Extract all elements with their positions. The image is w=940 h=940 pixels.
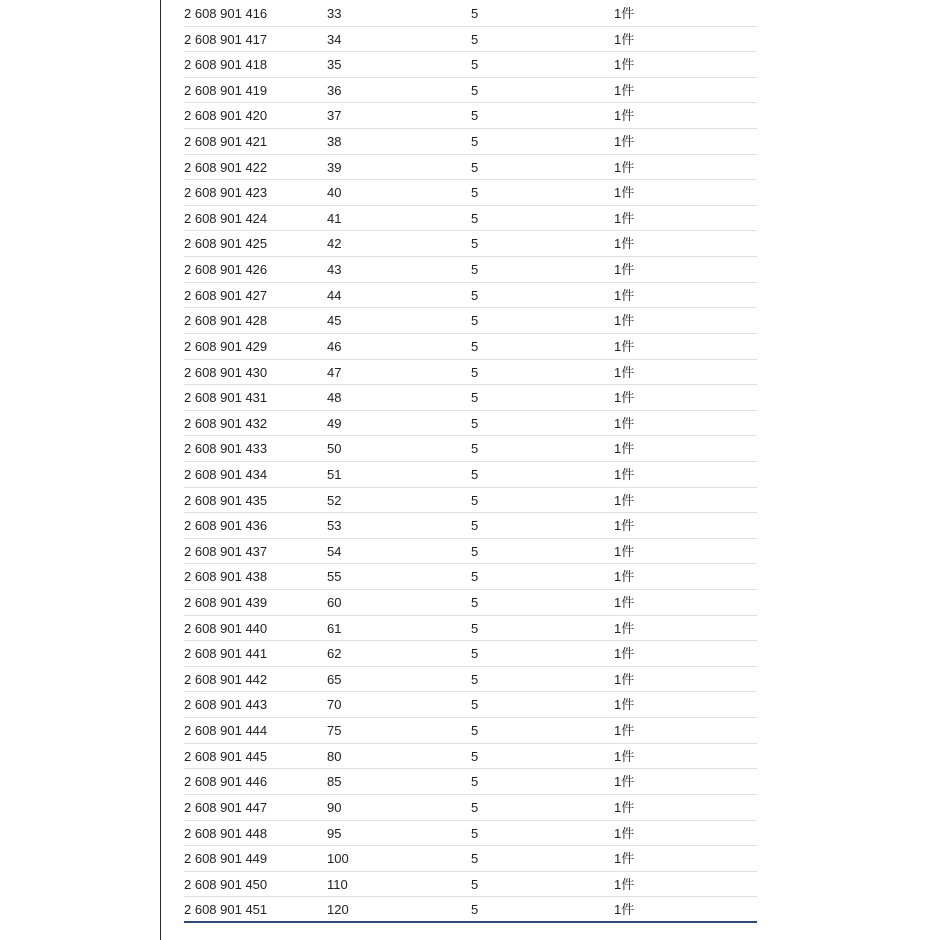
pack-qty-cell: 5	[471, 825, 479, 841]
part-number-cell: 2 608 901 423	[184, 185, 268, 201]
size-cell: 60	[327, 595, 342, 611]
table-row	[184, 488, 757, 514]
table-row	[184, 744, 757, 770]
unit-cell: 1件	[614, 441, 635, 457]
pack-qty-cell: 5	[471, 313, 479, 329]
size-cell: 75	[327, 723, 342, 739]
table-row	[184, 846, 757, 872]
table-row	[184, 129, 757, 155]
size-cell: 80	[327, 748, 342, 764]
part-number-cell: 2 608 901 421	[184, 134, 268, 150]
pack-qty-cell: 5	[471, 262, 479, 278]
unit-cell: 1件	[614, 569, 635, 585]
unit-cell: 1件	[614, 364, 635, 380]
part-number-cell: 2 608 901 432	[184, 415, 268, 431]
table-row	[184, 436, 757, 462]
table-row	[184, 334, 757, 360]
table-row	[184, 769, 757, 795]
unit-cell: 1件	[614, 799, 635, 815]
size-cell: 95	[327, 825, 342, 841]
part-number-cell: 2 608 901 437	[184, 543, 268, 559]
part-number-cell: 2 608 901 444	[184, 723, 268, 739]
part-number-cell: 2 608 901 431	[184, 390, 268, 406]
pack-qty-cell: 5	[471, 646, 479, 662]
unit-cell: 1件	[614, 723, 635, 739]
unit-cell: 1件	[614, 492, 635, 508]
table-row	[184, 667, 757, 693]
unit-cell: 1件	[614, 185, 635, 201]
table-row	[184, 897, 757, 923]
pack-qty-cell: 5	[471, 441, 479, 457]
pack-qty-cell: 5	[471, 466, 479, 482]
unit-cell: 1件	[614, 748, 635, 764]
unit-cell: 1件	[614, 415, 635, 431]
pack-qty-cell: 5	[471, 6, 479, 21]
unit-cell: 1件	[614, 543, 635, 559]
table-row	[184, 692, 757, 718]
part-number-cell: 2 608 901 426	[184, 262, 268, 278]
pack-qty-cell: 5	[471, 287, 479, 303]
pack-qty-cell: 5	[471, 31, 479, 47]
size-cell: 44	[327, 287, 342, 303]
table-row	[184, 206, 757, 232]
part-number-cell: 2 608 901 442	[184, 671, 268, 687]
size-cell: 65	[327, 671, 342, 687]
unit-cell: 1件	[614, 518, 635, 534]
part-number-cell: 2 608 901 433	[184, 441, 268, 457]
part-number-cell: 2 608 901 451	[184, 902, 268, 918]
part-number-cell: 2 608 901 448	[184, 825, 268, 841]
part-number-cell: 2 608 901 434	[184, 466, 268, 482]
unit-cell: 1件	[614, 466, 635, 482]
part-number-cell: 2 608 901 428	[184, 313, 268, 329]
unit-cell: 1件	[614, 210, 635, 226]
table-row	[184, 462, 757, 488]
pack-qty-cell: 5	[471, 82, 479, 98]
pack-qty-cell: 5	[471, 364, 479, 380]
part-number-cell: 2 608 901 446	[184, 774, 268, 790]
unit-cell: 1件	[614, 57, 635, 73]
size-cell: 35	[327, 57, 342, 73]
unit-cell: 1件	[614, 697, 635, 713]
pack-qty-cell: 5	[471, 723, 479, 739]
size-cell: 36	[327, 82, 342, 98]
unit-cell: 1件	[614, 646, 635, 662]
unit-cell: 1件	[614, 595, 635, 611]
table-row	[184, 641, 757, 667]
size-cell: 100	[327, 851, 349, 867]
part-number-cell: 2 608 901 447	[184, 799, 268, 815]
unit-cell: 1件	[614, 82, 635, 98]
size-cell: 90	[327, 799, 342, 815]
unit-cell: 1件	[614, 338, 635, 354]
pack-qty-cell: 5	[471, 236, 479, 252]
size-cell: 50	[327, 441, 342, 457]
part-number-cell: 2 608 901 435	[184, 492, 268, 508]
table-row	[184, 590, 757, 616]
unit-cell: 1件	[614, 287, 635, 303]
unit-cell: 1件	[614, 620, 635, 636]
part-number-cell: 2 608 901 438	[184, 569, 268, 585]
size-cell: 45	[327, 313, 342, 329]
table-row	[184, 1, 757, 27]
product-table	[184, 1, 757, 923]
table-row	[184, 360, 757, 386]
pack-qty-cell: 5	[471, 851, 479, 867]
part-number-cell: 2 608 901 417	[184, 31, 268, 47]
pack-qty-cell: 5	[471, 774, 479, 790]
unit-cell: 1件	[614, 774, 635, 790]
table-row	[184, 155, 757, 181]
unit-cell: 1件	[614, 31, 635, 47]
pack-qty-cell: 5	[471, 210, 479, 226]
table-row	[184, 821, 757, 847]
part-number-cell: 2 608 901 450	[184, 876, 268, 892]
unit-cell: 1件	[614, 134, 635, 150]
table-row	[184, 27, 757, 53]
size-cell: 48	[327, 390, 342, 406]
unit-cell: 1件	[614, 262, 635, 278]
pack-qty-cell: 5	[471, 518, 479, 534]
part-number-cell: 2 608 901 449	[184, 851, 268, 867]
size-cell: 51	[327, 466, 342, 482]
part-number-cell: 2 608 901 440	[184, 620, 268, 636]
table-row	[184, 52, 757, 78]
pack-qty-cell: 5	[471, 134, 479, 150]
size-cell: 110	[327, 876, 348, 892]
pack-qty-cell: 5	[471, 415, 479, 431]
table-row	[184, 411, 757, 437]
part-number-cell: 2 608 901 436	[184, 518, 268, 534]
unit-cell: 1件	[614, 851, 635, 867]
pack-qty-cell: 5	[471, 159, 479, 175]
unit-cell: 1件	[614, 876, 635, 892]
table-row	[184, 283, 757, 309]
size-cell: 41	[327, 210, 342, 226]
unit-cell: 1件	[614, 825, 635, 841]
pack-qty-cell: 5	[471, 620, 479, 636]
pack-qty-cell: 5	[471, 697, 479, 713]
unit-cell: 1件	[614, 236, 635, 252]
size-cell: 70	[327, 697, 342, 713]
pack-qty-cell: 5	[471, 108, 479, 124]
pack-qty-cell: 5	[471, 748, 479, 764]
unit-cell: 1件	[614, 902, 635, 918]
unit-cell: 1件	[614, 313, 635, 329]
size-cell: 43	[327, 262, 342, 278]
pack-qty-cell: 5	[471, 185, 479, 201]
part-number-cell: 2 608 901 439	[184, 595, 268, 611]
part-number-cell: 2 608 901 418	[184, 57, 268, 73]
size-cell: 42	[327, 236, 342, 252]
pack-qty-cell: 5	[471, 569, 479, 585]
table-row	[184, 231, 757, 257]
size-cell: 61	[327, 620, 342, 636]
table-row	[184, 257, 757, 283]
pack-qty-cell: 5	[471, 671, 479, 687]
pack-qty-cell: 5	[471, 57, 479, 73]
part-number-cell: 2 608 901 429	[184, 338, 268, 354]
size-cell: 85	[327, 774, 342, 790]
unit-cell: 1件	[614, 6, 635, 21]
size-cell: 120	[327, 902, 349, 918]
size-cell: 53	[327, 518, 342, 534]
part-number-cell: 2 608 901 419	[184, 82, 268, 98]
part-number-cell: 2 608 901 443	[184, 697, 268, 713]
part-number-cell: 2 608 901 430	[184, 364, 268, 380]
part-number-cell: 2 608 901 425	[184, 236, 268, 252]
size-cell: 38	[327, 134, 342, 150]
pack-qty-cell: 5	[471, 902, 479, 918]
part-number-cell: 2 608 901 427	[184, 287, 268, 303]
table-row	[184, 564, 757, 590]
size-cell: 34	[327, 31, 342, 47]
part-number-cell: 2 608 901 441	[184, 646, 268, 662]
unit-cell: 1件	[614, 108, 635, 124]
table-row	[184, 78, 757, 104]
size-cell: 39	[327, 159, 342, 175]
unit-cell: 1件	[614, 159, 635, 175]
table-row	[184, 180, 757, 206]
size-cell: 33	[327, 6, 342, 21]
size-cell: 40	[327, 185, 342, 201]
table-row	[184, 795, 757, 821]
unit-cell: 1件	[614, 390, 635, 406]
pack-qty-cell: 5	[471, 543, 479, 559]
table-row	[184, 718, 757, 744]
size-cell: 55	[327, 569, 342, 585]
unit-cell: 1件	[614, 671, 635, 687]
table-row	[184, 513, 757, 539]
pack-qty-cell: 5	[471, 492, 479, 508]
pack-qty-cell: 5	[471, 338, 479, 354]
pack-qty-cell: 5	[471, 799, 479, 815]
pack-qty-cell: 5	[471, 595, 479, 611]
size-cell: 47	[327, 364, 342, 380]
size-cell: 46	[327, 338, 342, 354]
table-row	[184, 103, 757, 129]
pack-qty-cell: 5	[471, 876, 479, 892]
size-cell: 62	[327, 646, 342, 662]
pack-qty-cell: 5	[471, 390, 479, 406]
table-row	[184, 385, 757, 411]
size-cell: 49	[327, 415, 342, 431]
part-number-cell: 2 608 901 416	[184, 6, 268, 21]
table-row	[184, 616, 757, 642]
part-number-cell: 2 608 901 445	[184, 748, 268, 764]
part-number-cell: 2 608 901 420	[184, 108, 268, 124]
size-cell: 54	[327, 543, 342, 559]
part-number-cell: 2 608 901 422	[184, 159, 268, 175]
table-row	[184, 539, 757, 565]
size-cell: 52	[327, 492, 342, 508]
part-number-cell: 2 608 901 424	[184, 210, 268, 226]
page-left-rule	[160, 0, 161, 940]
size-cell: 37	[327, 108, 342, 124]
table-row	[184, 308, 757, 334]
table-row	[184, 872, 757, 898]
